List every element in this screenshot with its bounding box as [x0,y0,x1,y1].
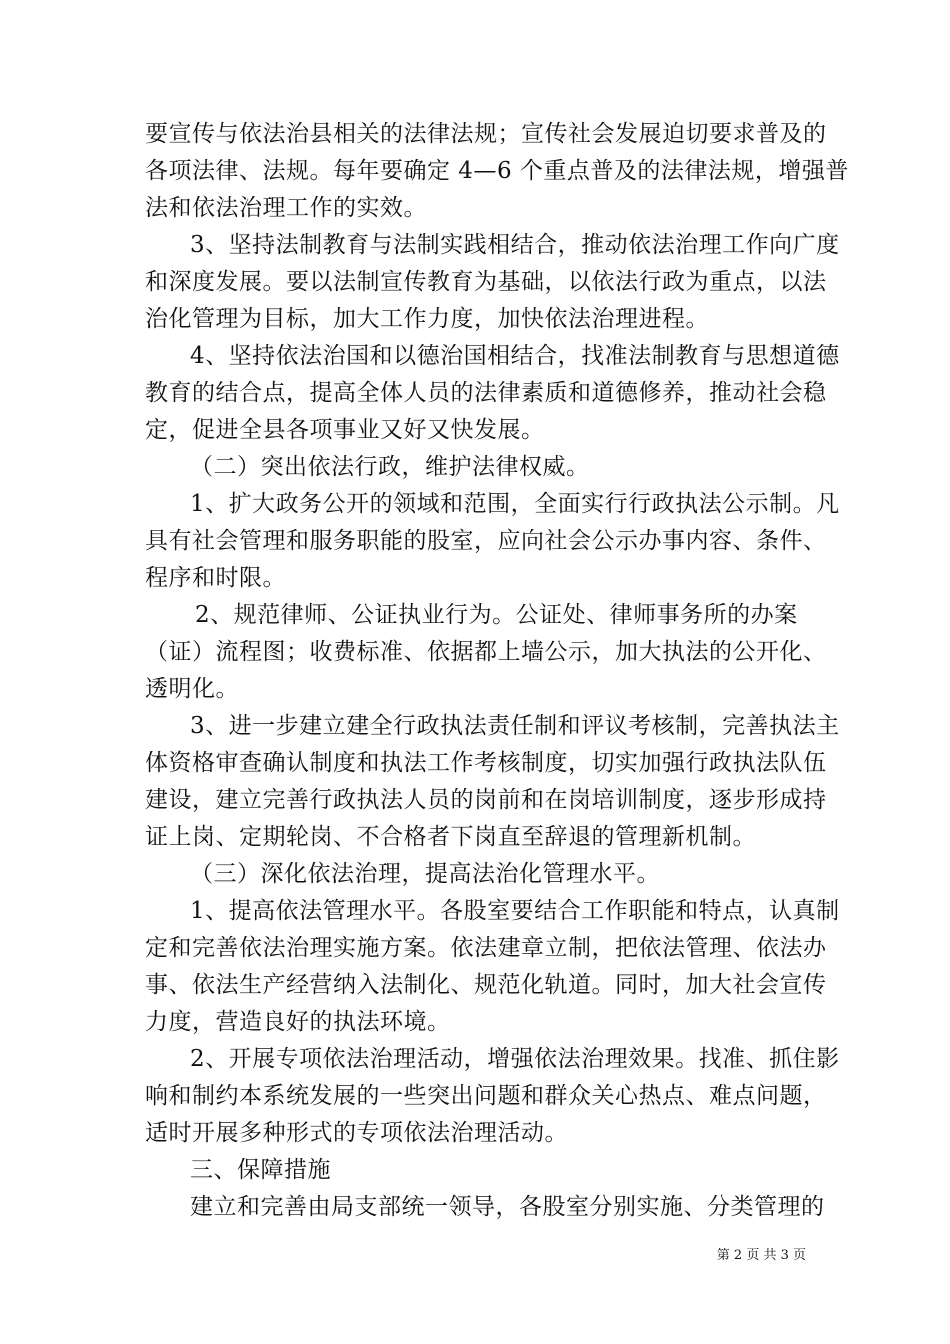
text-line: 事、依法生产经营纳入法制化、规范化轨道。同时，加大社会宣传 [145,972,827,998]
text-line: 3、进一步建立建全行政执法责任制和评议考核制，完善执法主 [190,713,840,739]
text-line: 2、规范律师、公证执业行为。公证处、律师事务所的办案 [195,602,798,628]
text-line: 定，促进全县各项事业又好又快发展。 [145,417,545,443]
section-heading: （三）深化依法治理，提高法治化管理水平。 [190,861,660,887]
text-line: 3、坚持法制教育与法制实践相结合，推动依法治理工作向广度 [190,232,840,258]
text-line: （证）流程图；收费标准、依据都上墙公示，加大执法的公开化、 [145,639,827,665]
page-number: 第 2 页 共 3 页 [716,1248,806,1263]
text-line: 力度，营造良好的执法环境。 [145,1009,451,1035]
text-line: 4、坚持依法治国和以德治国相结合，找准法制教育与思想道德 [190,343,840,369]
text-line: 证上岗、定期轮岗、不合格者下岗直至辞退的管理新机制。 [145,824,756,850]
text-line: 体资格审查确认制度和执法工作考核制度，切实加强行政执法队伍 [145,750,827,776]
text-line: 2、开展专项依法治理活动，增强依法治理效果。找准、抓住影 [190,1046,840,1072]
text-line: 教育的结合点，提高全体人员的法律素质和道德修养，推动社会稳 [145,380,827,406]
text-line: 定和完善依法治理实施方案。依法建章立制，把依法管理、依法办 [145,935,827,961]
section-heading: （二）突出依法行政，维护法律权威。 [190,454,590,480]
text-line: 适时开展多种形式的专项依法治理活动。 [145,1120,568,1146]
text-line: 透明化。 [145,676,239,702]
text-line: 法和依法治理工作的实效。 [145,195,427,221]
text-line: 要宣传与依法治县相关的法律法规；宣传社会发展迫切要求普及的 [145,121,827,147]
text-line: 各项法律、法规。每年要确定 4—6 个重点普及的法律法规，增强普 [145,158,849,184]
text-line: 建立和完善由局支部统一领导，各股室分别实施、分类管理的 [190,1194,825,1220]
text-line: 和深度发展。要以法制宣传教育为基础，以依法行政为重点，以法 [145,269,827,295]
section-heading: 三、保障措施 [190,1157,331,1183]
text-line: 程序和时限。 [145,565,286,591]
text-line: 响和制约本系统发展的一些突出问题和群众关心热点、难点问题， [145,1083,827,1109]
text-line: 治化管理为目标，加大工作力度，加快依法治理进程。 [145,306,709,332]
text-line: 具有社会管理和服务职能的股室，应向社会公示办事内容、条件、 [145,528,827,554]
text-line: 建设，建立完善行政执法人员的岗前和在岗培训制度，逐步形成持 [145,787,827,813]
text-line: 1、提高依法管理水平。各股室要结合工作职能和特点，认真制 [190,898,840,924]
text-line: 1、扩大政务公开的领域和范围，全面实行行政执法公示制。凡 [190,491,840,517]
